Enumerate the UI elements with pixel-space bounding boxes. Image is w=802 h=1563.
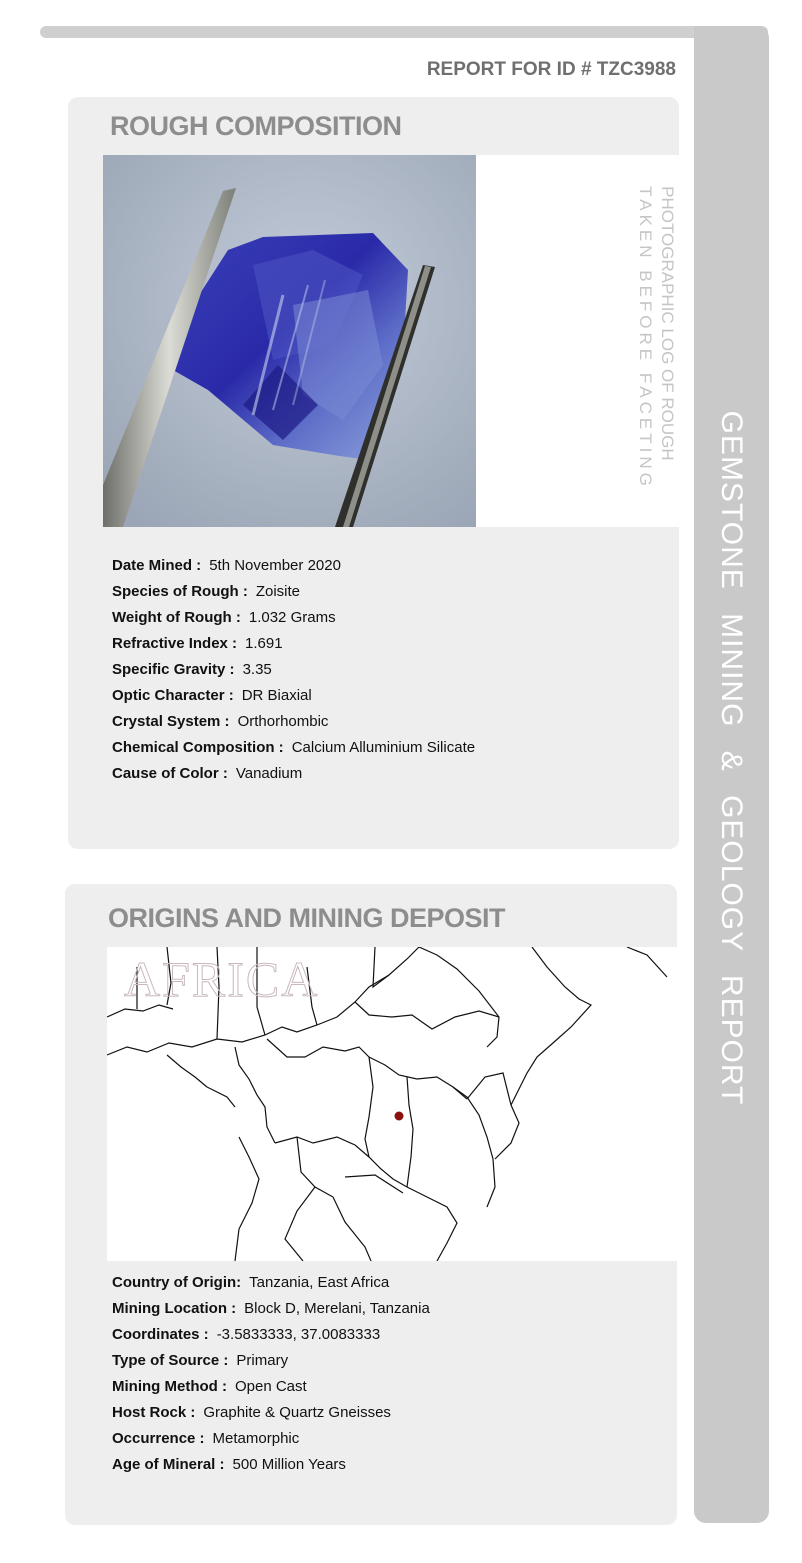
location-marker [393,1110,405,1122]
field-value: 1.691 [245,635,283,652]
rough-fields [112,556,475,790]
field-row [112,608,475,634]
field-label: Optic Character : [112,687,234,704]
photo-note-line1: PHOTOGRAPHIC LOG OF ROUGH [658,186,677,461]
field-label: Occurrence : [112,1430,205,1447]
photo-note [634,186,678,490]
field-value: Zoisite [255,583,301,600]
field-row [112,1299,430,1325]
field-value: 5th November 2020 [209,557,341,574]
field-label: Weight of Rough : [112,609,241,626]
field-row [112,738,475,764]
field-row [112,634,475,660]
field-value: Tanzania, East Africa [249,1274,390,1291]
photo-note-line2: TAKEN BEFORE FACETING [636,186,655,490]
field-row [112,1403,430,1429]
field-row [112,1429,430,1455]
field-value: Primary [236,1352,289,1369]
field-label: Refractive Index : [112,635,238,652]
map-label: AFRICA [124,951,320,1007]
field-row [112,1455,430,1481]
side-title: GEMSTONE MINING & GEOLOGY REPORT [715,410,748,1106]
field-row [112,1377,430,1403]
origins-fields [112,1273,430,1481]
field-row [112,556,475,582]
field-row [112,582,475,608]
field-row [112,660,475,686]
field-row [112,712,475,738]
field-label: Mining Method : [112,1378,227,1395]
field-row [112,686,475,712]
field-label: Date Mined : [112,557,202,574]
field-label: Mining Location : [112,1300,237,1317]
field-row [112,1325,430,1351]
field-value: Calcium Alluminium Silicate [291,739,476,756]
field-value: -3.5833333, 37.0083333 [216,1326,381,1343]
field-label: Species of Rough : [112,583,248,600]
field-label: Country of Origin: [112,1274,242,1291]
field-value: 3.35 [242,661,272,678]
field-label: Chemical Composition : [112,739,284,756]
field-value: Block D, Merelani, Tanzania [244,1300,430,1317]
top-bar [40,26,768,38]
field-value: 1.032 Grams [248,609,336,626]
field-value: 500 Million Years [232,1456,346,1473]
field-label: Specific Gravity : [112,661,235,678]
field-label: Cause of Color : [112,765,228,782]
field-value: Open Cast [234,1378,307,1395]
field-value: Graphite & Quartz Gneisses [203,1404,391,1421]
field-row [112,1351,430,1377]
rough-photo [103,155,476,527]
field-row [112,1273,430,1299]
field-label: Coordinates : [112,1326,209,1343]
origins-title: ORIGINS AND MINING DEPOSIT [108,903,506,933]
field-value: Metamorphic [212,1430,300,1447]
field-row [112,764,475,790]
field-label: Type of Source : [112,1352,229,1369]
report-id: REPORT FOR ID # TZC3988 [426,59,676,80]
field-label: Crystal System : [112,713,230,730]
field-label: Host Rock : [112,1404,196,1421]
field-value: Orthorhombic [237,713,329,730]
field-value: DR Biaxial [241,687,312,704]
rough-composition-title: ROUGH COMPOSITION [110,111,402,141]
field-value: Vanadium [235,765,303,782]
field-label: Age of Mineral : [112,1456,225,1473]
